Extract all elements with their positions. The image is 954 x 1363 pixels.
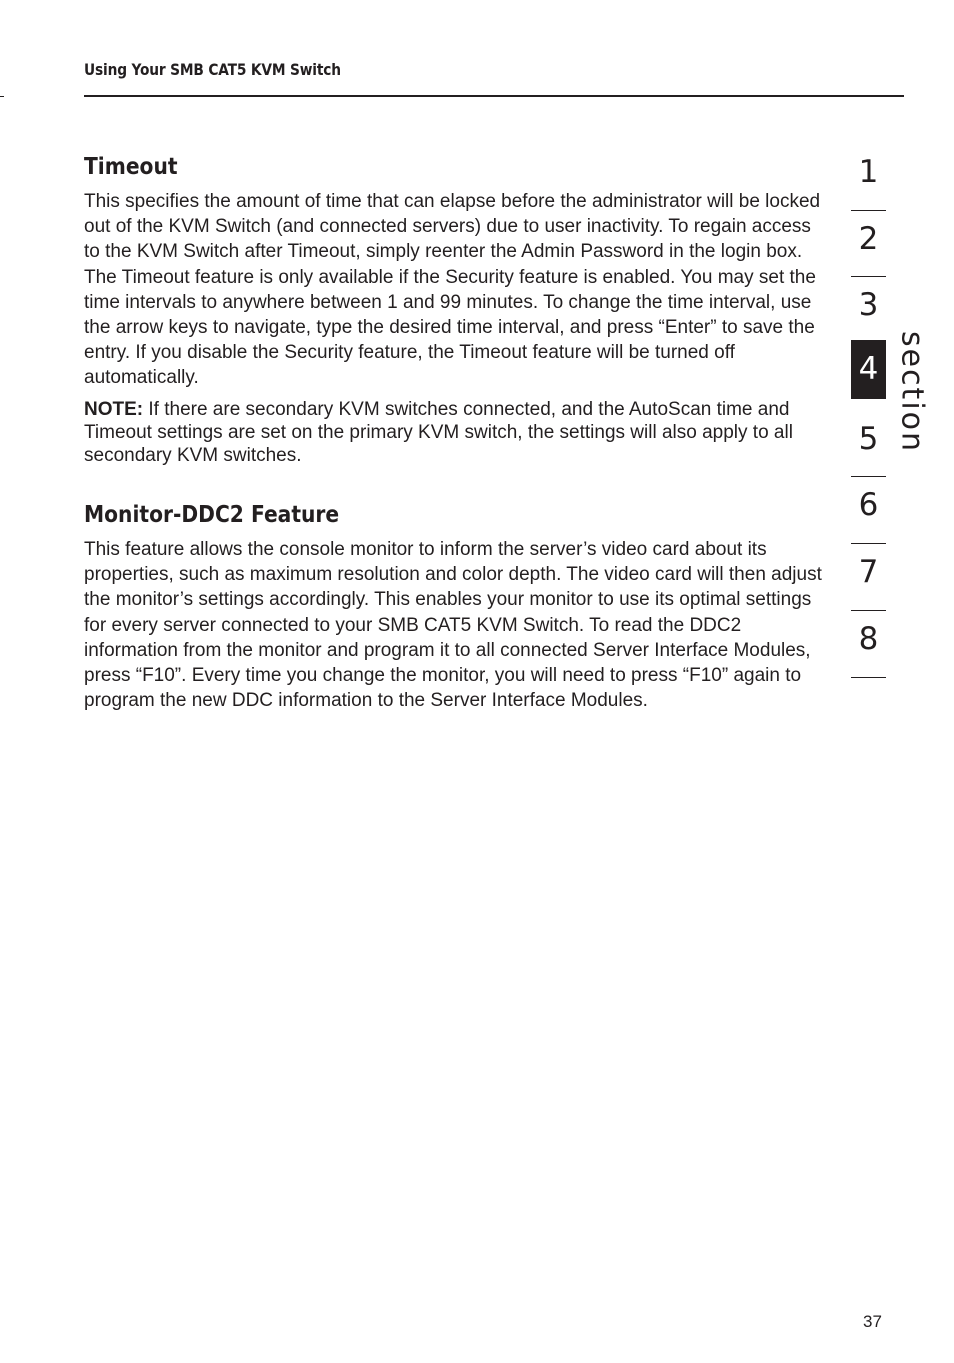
timeout-heading: Timeout: [84, 154, 178, 180]
section-tab-3[interactable]: [851, 277, 886, 344]
section-tab-1[interactable]: [851, 144, 886, 211]
note-label: NOTE:: [84, 399, 144, 420]
section-tab-5[interactable]: [851, 411, 886, 478]
section-tab-number: 6: [858, 487, 879, 524]
running-header: Using Your SMB CAT5 KVM Switch: [84, 60, 341, 79]
ddc2-heading: Monitor-DDC2 Feature: [84, 502, 340, 528]
section-tab-8[interactable]: [851, 611, 886, 678]
section-tab-number: 5: [858, 420, 879, 457]
section-tab-2[interactable]: [851, 211, 886, 278]
section-tab-7[interactable]: [851, 544, 886, 611]
active-section-number: 4: [858, 351, 879, 387]
timeout-note: [84, 398, 824, 467]
section-label: section: [894, 330, 930, 454]
section-tab-6[interactable]: [851, 477, 886, 544]
section-tab-number: 7: [858, 554, 879, 591]
page-number: 37: [863, 1312, 882, 1331]
header-rule: [84, 95, 904, 97]
section-tab-number: 2: [858, 220, 879, 257]
margin-tick: [0, 96, 4, 97]
timeout-paragraph: This specifies the amount of time that can elapse before the administrator will be locked out of the KVM Switch (and connected servers) due to user inactivity. To regain access to the KVM Switch after Timeout, simply reenter the Admin Password in the login box. The Timeout feature is only available if the Security feature is enabled. You may set the time intervals to anywhere between 1 and 99 minutes. To change the time interval, use the arrow keys to navigate, type the desired time interval, and press “Enter” to save the entry. If you disable the Security feature, the Timeout feature will be turned off automatically.: [84, 191, 821, 389]
section-tab-number: 8: [858, 620, 879, 657]
section-tab-number: 3: [858, 287, 879, 324]
ddc2-paragraph: This feature allows the console monitor to inform the server’s video card about its properties, such as maximum resolution and color depth. The video card will then adjust the monitor’s settings accordingly. This enables your monitor to use its optimal settings for every server connected to your SMB CAT5 KVM Switch. To read the DDC2 information from the monitor and program it to all connected Server Interface Modules, press “F10”. Every time you change the monitor, you will need to press “F10” again to program the new DDC information to the Server Interface Modules.: [84, 539, 822, 712]
section-tab-number: 1: [858, 154, 879, 190]
section-tabs: [851, 144, 886, 678]
note-text: If there are secondary KVM switches connected, and the AutoScan time and Timeout settings are set on the primary KVM switch, the settings will also apply to all secondary KVM switches.: [84, 399, 793, 466]
